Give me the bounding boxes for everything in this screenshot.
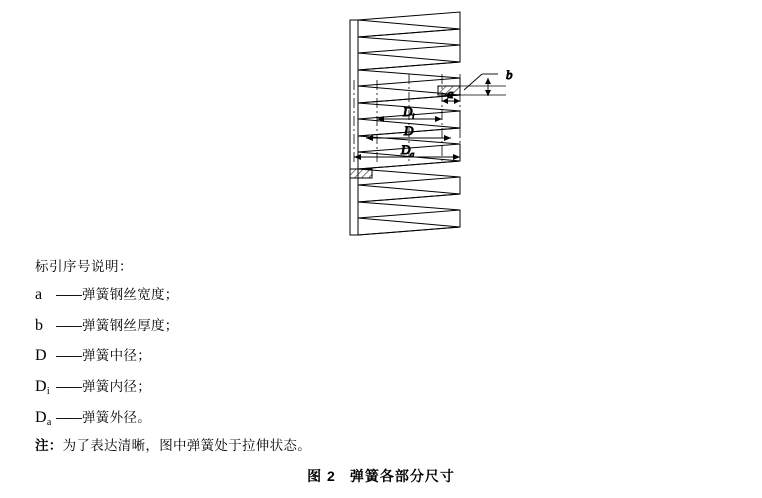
legend-dash-a: —— xyxy=(56,287,81,303)
legend-symbol-Di xyxy=(35,376,55,398)
legend-symbol-b: b xyxy=(35,316,44,334)
legend-item-b xyxy=(35,315,555,337)
legend-text-Di: 弹簧内径； xyxy=(82,379,151,394)
label-Di-sub: i xyxy=(412,111,415,121)
legend-item-D xyxy=(35,345,555,367)
label-Da: D xyxy=(401,142,411,157)
legend-symbol-D: D xyxy=(35,347,47,365)
section-hatch-lower xyxy=(350,169,372,178)
legend-symbol-a: a xyxy=(35,286,43,304)
legend-dash-Da: —— xyxy=(56,409,81,425)
legend-item-Da xyxy=(35,407,555,429)
spring-diagram-svg xyxy=(330,4,550,254)
legend-item-Di xyxy=(35,376,555,398)
figure-caption xyxy=(0,466,762,486)
legend-block xyxy=(35,258,555,455)
label-a: a xyxy=(447,86,454,101)
figure-note xyxy=(35,437,555,455)
legend-symbol-Di-main: D xyxy=(35,378,47,395)
label-Da-sub: a xyxy=(410,149,415,159)
legend-symbol-Di-sub: i xyxy=(46,386,50,397)
legend-dash-D: —— xyxy=(56,348,81,364)
legend-item-a xyxy=(35,284,555,306)
legend-title: 标引序号说明： xyxy=(35,259,133,274)
legend-symbol-Da-main: D xyxy=(35,408,47,426)
coil-left-edge xyxy=(350,20,358,235)
label-b: b xyxy=(506,67,513,82)
label-Di: D xyxy=(403,104,413,119)
legend-text-b: 弹簧钢丝厚度； xyxy=(82,317,179,333)
figure-caption-text: 弹簧各部分尺寸 xyxy=(349,468,455,484)
label-D: D xyxy=(404,123,414,138)
legend-dash-Di: —— xyxy=(56,379,81,394)
legend-dash-b: —— xyxy=(56,317,81,333)
figure-spring-dimensions xyxy=(330,4,550,254)
legend-text-Da: 弹簧外径。 xyxy=(82,409,151,425)
legend-text-a: 弹簧钢丝宽度； xyxy=(82,287,179,303)
figure-note-label: 注： xyxy=(35,438,63,454)
legend-symbol-Da-sub: a xyxy=(46,416,52,428)
legend-text-D: 弹簧中径； xyxy=(82,348,151,364)
legend-symbol-Da xyxy=(35,407,55,429)
figure-note-text: 为了表达清晰，图中弹簧处于拉伸状态。 xyxy=(62,438,312,454)
figure-caption-prefix: 图 2 xyxy=(307,468,336,484)
